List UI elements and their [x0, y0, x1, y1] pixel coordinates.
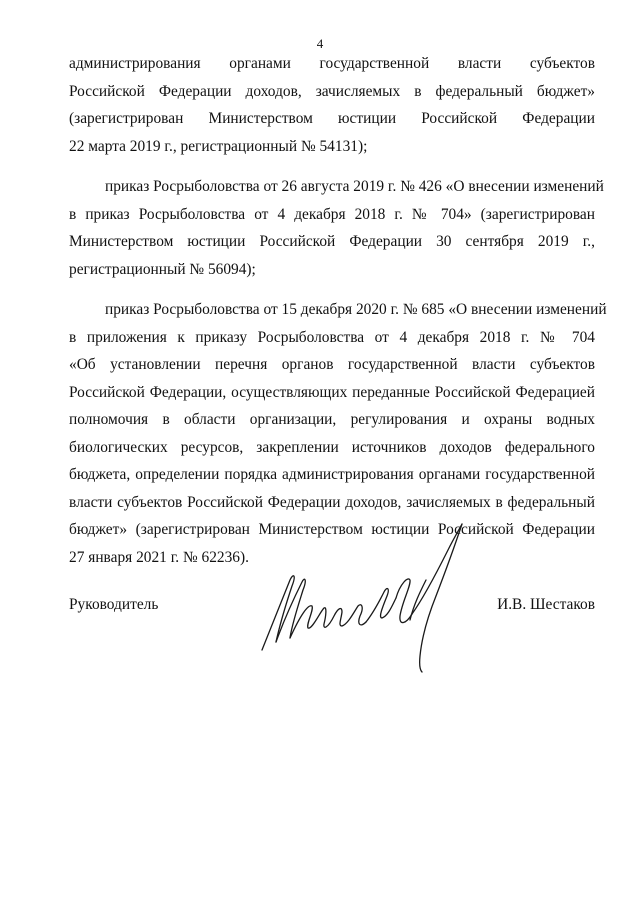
text-line: Российской Федерации доходов, зачисляемых в федеральный бюджет»	[69, 82, 595, 100]
text-line: полномочия в области организации, регулирования и охраны водных	[69, 411, 595, 428]
paragraph-2	[69, 173, 604, 283]
text-line: администрирования органами государственной власти субъектов	[69, 55, 595, 72]
document-body	[69, 50, 607, 571]
text-line: 27 января 2021 г. № 62236).	[69, 548, 249, 566]
paragraph-1	[69, 50, 595, 160]
text-line: (зарегистрирован Министерством юстиции Российской Федерации	[69, 110, 595, 127]
signatory-name: И.В. Шестаков	[497, 596, 595, 613]
text-line: приказ Росрыболовства от 26 августа 2019 г. № 426 «О внесении изменений	[105, 178, 604, 195]
text-line: 22 марта 2019 г., регистрационный № 54131);	[69, 137, 368, 155]
text-line: в приказ Росрыболовства от 4 декабря 2018 г. № 704» (зарегистрирован	[69, 205, 595, 223]
text-line: приказ Росрыболовства от 15 декабря 2020 г. № 685 «О внесении изменений	[105, 301, 607, 318]
page-number: 4	[316, 36, 324, 51]
text-line: бюджета, определении порядка администрирования органами государственной	[69, 466, 595, 483]
text-line: «Об установлении перечня органов государственной власти субъектов	[69, 356, 595, 373]
text-line: Министерством юстиции Российской Федерации 30 сентября 2019 г.,	[69, 233, 595, 250]
text-line: Российской Федерации, осуществляющих переданные Российской Федерацией	[69, 383, 595, 401]
text-line: власти субъектов Российской Федерации доходов, зачисляемых в федеральный	[69, 493, 595, 511]
text-line: бюджет» (зарегистрирован Министерством юстиции Российской Федерации	[69, 521, 595, 538]
signatory-role: Руководитель	[69, 596, 159, 613]
text-line: в приложения к приказу Росрыболовства от 4 декабря 2018 г. № 704	[69, 328, 595, 346]
signature-block	[69, 596, 595, 626]
text-line: биологических ресурсов, закреплении источников доходов федерального	[69, 438, 595, 456]
text-line: регистрационный № 56094);	[69, 260, 256, 278]
